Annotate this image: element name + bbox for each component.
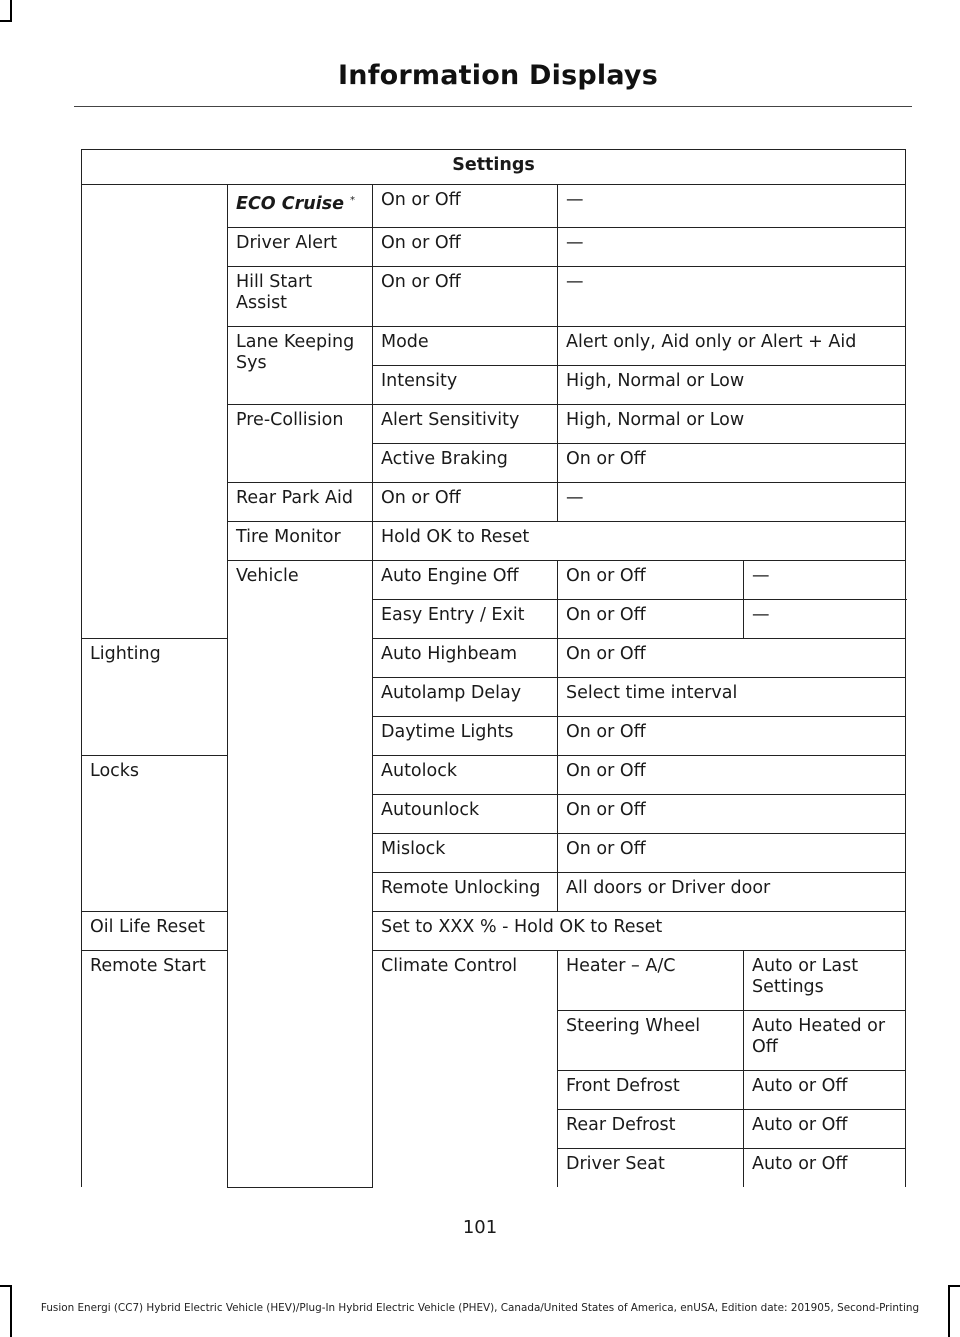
value-cell: Auto or Last Settings <box>744 951 906 1011</box>
value-cell: On or Off <box>558 756 906 795</box>
option-cell: On or Off <box>558 600 744 639</box>
option-cell: Autounlock <box>373 795 558 834</box>
setting-rear-park-aid: Rear Park Aid <box>228 483 373 522</box>
option-cell: Remote Unlocking <box>373 873 558 912</box>
table-row <box>82 185 906 228</box>
page-footer: Fusion Energi (CC7) Hybrid Electric Vehicle (HEV)/Plug-In Hybrid Electric Vehicle (PHEV), Canada/United States of America, enUSA, Edition date: 201905, Second-Printing <box>40 1302 920 1314</box>
value-cell: High, Normal or Low <box>558 366 906 405</box>
header-rule <box>74 106 912 107</box>
setting-locks: Locks <box>82 756 228 912</box>
sub-option-cell: Driver Seat <box>558 1149 744 1188</box>
value-cell: On or Off <box>558 717 906 756</box>
value-cell: Set to XXX % - Hold OK to Reset <box>373 912 906 951</box>
value-cell: On or Off <box>558 834 906 873</box>
option-cell: Active Braking <box>373 444 558 483</box>
setting-tire-monitor: Tire Monitor <box>228 522 373 561</box>
option-cell: On or Off <box>373 228 558 267</box>
value-cell: — <box>558 483 906 522</box>
setting-hill-start-assist: Hill Start Assist <box>228 267 373 327</box>
setting-remote-start: Remote Start <box>82 951 228 1188</box>
table-row <box>82 639 906 678</box>
value-cell: — <box>558 185 906 228</box>
value-cell: All doors or Driver door <box>558 873 906 912</box>
value-cell: — <box>744 561 906 600</box>
option-cell: Autolamp Delay <box>373 678 558 717</box>
crop-mark <box>0 1285 12 1287</box>
setting-lighting: Lighting <box>82 639 228 756</box>
table-title: Settings <box>82 150 906 185</box>
option-cell: Alert Sensitivity <box>373 405 558 444</box>
value-cell: — <box>558 267 906 327</box>
value-cell: Auto or Off <box>744 1110 906 1149</box>
setting-driver-alert: Driver Alert <box>228 228 373 267</box>
option-cell: Mislock <box>373 834 558 873</box>
value-cell: High, Normal or Low <box>558 405 906 444</box>
crop-mark <box>0 20 12 22</box>
value-cell: Alert only, Aid only or Alert + Aid <box>558 327 906 366</box>
value-cell: Hold OK to Reset <box>373 522 906 561</box>
value-cell: On or Off <box>558 639 906 678</box>
page-number: 101 <box>462 1217 498 1238</box>
value-cell: — <box>558 228 906 267</box>
option-cell: On or Off <box>558 561 744 600</box>
sub-option-cell: Front Defrost <box>558 1071 744 1110</box>
option-cell: On or Off <box>373 267 558 327</box>
option-cell: Auto Highbeam <box>373 639 558 678</box>
setting-auto-engine-off: Auto Engine Off <box>373 561 558 600</box>
page-title: Information Displays <box>338 60 658 91</box>
option-cell: Daytime Lights <box>373 717 558 756</box>
setting-pre-collision: Pre-Collision <box>228 405 373 483</box>
value-cell: Select time interval <box>558 678 906 717</box>
crop-mark <box>10 0 12 22</box>
option-climate-control: Climate Control <box>373 951 558 1188</box>
category-cell-empty <box>82 185 228 639</box>
category-vehicle: Vehicle <box>228 561 373 1188</box>
sub-option-cell: Rear Defrost <box>558 1110 744 1149</box>
value-cell: Auto Heated or Off <box>744 1011 906 1071</box>
value-cell: Auto or Off <box>744 1149 906 1188</box>
setting-lane-keeping: Lane Keeping Sys <box>228 327 373 405</box>
value-cell: On or Off <box>558 795 906 834</box>
sub-option-cell: Steering Wheel <box>558 1011 744 1071</box>
setting-eco-cruise: ECO Cruise * <box>228 185 373 228</box>
table-row <box>82 912 906 951</box>
setting-easy-entry: Easy Entry / Exit <box>373 600 558 639</box>
option-cell: On or Off <box>373 185 558 228</box>
value-cell: On or Off <box>558 444 906 483</box>
value-cell: Auto or Off <box>744 1071 906 1110</box>
table-header-row <box>82 150 906 185</box>
value-cell: — <box>744 600 906 639</box>
setting-oil-life-reset: Oil Life Reset <box>82 912 228 951</box>
option-cell: Intensity <box>373 366 558 405</box>
sub-option-cell: Heater – A/C <box>558 951 744 1011</box>
crop-mark <box>948 1285 960 1287</box>
option-cell: Autolock <box>373 756 558 795</box>
table-row <box>82 951 906 1011</box>
footnote-mark: * <box>349 195 355 206</box>
option-cell: Mode <box>373 327 558 366</box>
table-row <box>82 756 906 795</box>
settings-table <box>81 149 906 1188</box>
option-cell: On or Off <box>373 483 558 522</box>
